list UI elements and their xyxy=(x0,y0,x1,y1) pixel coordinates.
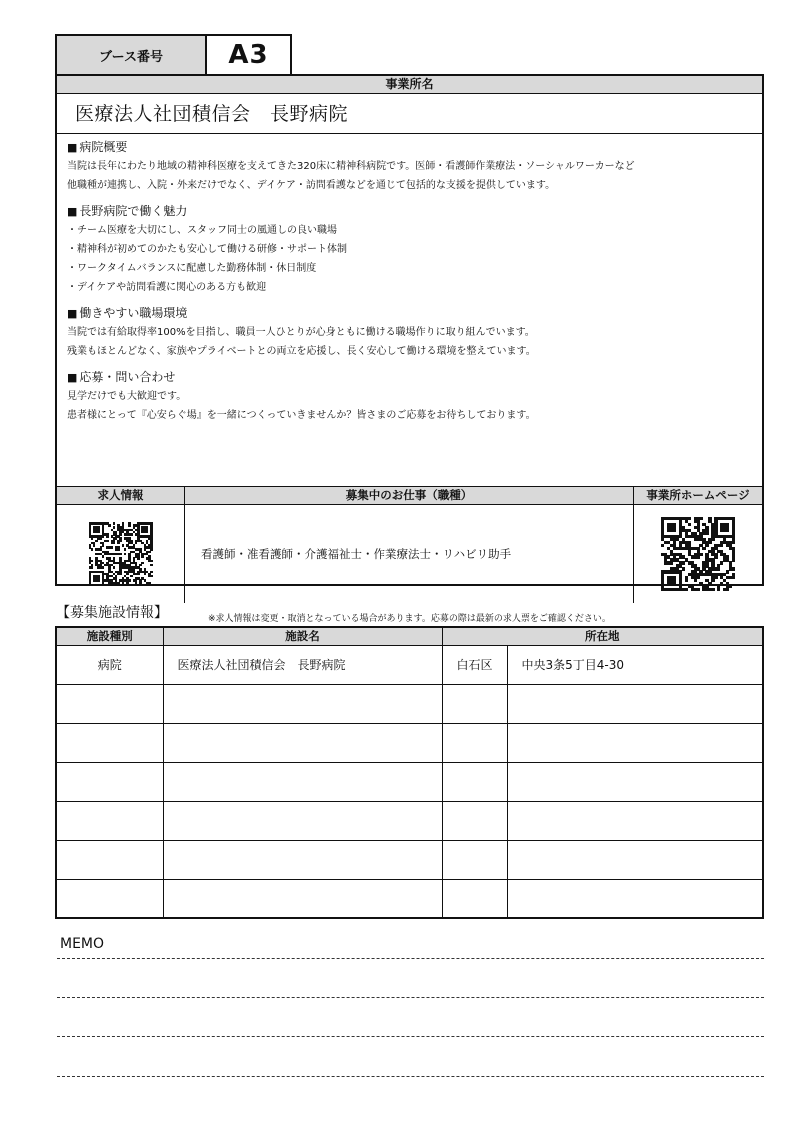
qr-module xyxy=(708,582,711,585)
qr-module xyxy=(670,561,673,564)
table-row xyxy=(56,801,763,840)
qr-module xyxy=(720,582,723,585)
facility-name xyxy=(163,801,442,840)
table-row xyxy=(56,840,763,879)
qr-module xyxy=(102,544,105,547)
facility-ward xyxy=(442,879,507,918)
job-info-cell xyxy=(57,505,185,603)
qr-module xyxy=(91,548,94,551)
facilities-note: ※求人情報は変更・取消となっている場合があります。応募の際は最新の求人票をご確認ください。 xyxy=(208,614,611,624)
facility-name xyxy=(163,879,442,918)
text-line: ・デイケアや訪問看護に関心のある方も歓迎 xyxy=(67,282,267,293)
qr-module xyxy=(150,548,153,551)
facility-name xyxy=(163,762,442,801)
qr-module xyxy=(128,579,131,582)
qr-module xyxy=(673,582,676,585)
square-bullet-icon: ■ xyxy=(67,307,78,320)
qr-module xyxy=(688,523,691,526)
homepage-header: 事業所ホームページ xyxy=(646,488,750,502)
facility-address xyxy=(507,801,763,840)
facility-address xyxy=(507,723,763,762)
facility-address: 中央3条5丁目4-30 xyxy=(507,645,763,684)
facility-type: 病院 xyxy=(56,645,163,684)
qr-module xyxy=(726,588,729,591)
qr-module xyxy=(697,576,700,579)
qr-module xyxy=(102,566,105,569)
qr-module xyxy=(97,531,100,534)
facility-ward xyxy=(442,762,507,801)
facility-name xyxy=(163,723,442,762)
qr-module xyxy=(144,573,147,576)
job-info-header: 求人情報 xyxy=(57,487,185,504)
memo-line xyxy=(57,1036,764,1037)
qr-module xyxy=(150,575,153,578)
qr-module xyxy=(111,546,114,549)
bottom-header-row xyxy=(57,487,762,505)
qr-module xyxy=(117,548,120,551)
facilities-table xyxy=(55,626,764,919)
qr-module xyxy=(711,588,714,591)
qr-module xyxy=(705,532,708,535)
qr-module xyxy=(688,517,691,520)
qr-module xyxy=(100,537,103,540)
qr-module xyxy=(141,562,144,565)
section-overview xyxy=(67,139,752,195)
qr-module xyxy=(708,541,711,544)
column-header-type: 施設種別 xyxy=(56,627,163,645)
qr-module xyxy=(117,582,120,585)
section-environment xyxy=(67,305,752,361)
table-row xyxy=(56,645,763,684)
facility-name xyxy=(163,840,442,879)
qr-module xyxy=(732,567,735,570)
qr-module xyxy=(673,529,676,532)
qr-module xyxy=(729,585,732,588)
jobs-header: 募集中のお仕事（職種） xyxy=(185,487,634,504)
section-title: 長野病院で働く魅力 xyxy=(79,204,188,218)
column-header-location: 所在地 xyxy=(442,627,763,645)
qr-module xyxy=(711,538,714,541)
section-appeal xyxy=(67,203,752,297)
qr-module xyxy=(137,557,140,560)
text-line: 当院では有給取得率100%を目指し、職員一人ひとりが心身ともに働ける職場作りに取り組んでいます。 xyxy=(67,327,535,338)
memo-title: MEMO xyxy=(60,936,105,952)
facility-ward xyxy=(442,684,507,723)
section-title: 応募・問い合わせ xyxy=(79,370,176,384)
facility-type xyxy=(56,723,163,762)
qr-module xyxy=(124,548,127,551)
qr-module xyxy=(91,566,94,569)
booth-box xyxy=(55,34,292,74)
qr-module xyxy=(150,564,153,567)
facility-type xyxy=(56,762,163,801)
qr-module xyxy=(119,553,122,556)
qr-module xyxy=(135,584,138,587)
qr-module xyxy=(95,540,98,543)
qr-module xyxy=(732,541,735,544)
qr-module xyxy=(126,573,129,576)
table-row xyxy=(56,762,763,801)
memo-line xyxy=(57,1076,764,1077)
qr-module xyxy=(141,555,144,558)
qr-module xyxy=(146,584,149,587)
qr-module xyxy=(717,567,720,570)
bottom-body-row xyxy=(57,505,762,603)
booth-label: ブース番号 xyxy=(57,36,207,74)
qr-module xyxy=(726,570,729,573)
facility-name xyxy=(163,684,442,723)
qr-module xyxy=(714,576,717,579)
facility-type xyxy=(56,801,163,840)
qr-module xyxy=(91,560,94,563)
qr-module xyxy=(702,547,705,550)
facility-address xyxy=(507,684,763,723)
square-bullet-icon: ■ xyxy=(67,205,78,218)
qr-module xyxy=(102,555,105,558)
facility-type xyxy=(56,879,163,918)
table-row xyxy=(56,723,763,762)
qr-module xyxy=(130,575,133,578)
qr-module xyxy=(113,542,116,545)
text-line: 患者様にとって『心安らぐ場』を一緒につくっていきませんか？皆さまのご応募をお待ちしております。 xyxy=(67,410,536,421)
qr-module xyxy=(135,542,138,545)
qr-module xyxy=(711,579,714,582)
qr-module xyxy=(93,544,96,547)
qr-module xyxy=(699,553,702,556)
facility-address xyxy=(507,840,763,879)
qr-module xyxy=(113,566,116,569)
qr-module xyxy=(139,564,142,567)
qr-module xyxy=(685,588,688,591)
qr-module xyxy=(720,544,723,547)
qr-module xyxy=(732,558,735,561)
qr-module xyxy=(124,553,127,556)
section-title: 働きやすい職場環境 xyxy=(79,306,188,320)
qr-module xyxy=(699,517,702,520)
qr-module xyxy=(106,535,109,538)
facility-address xyxy=(507,762,763,801)
qr-module xyxy=(146,531,149,534)
qr-module xyxy=(717,588,720,591)
qr-module xyxy=(732,576,735,579)
facility-type xyxy=(56,684,163,723)
qr-module xyxy=(119,540,122,543)
qr-module xyxy=(720,561,723,564)
text-line: ・チーム医療を大切にし、スタッフ同士の風通しの良い職場 xyxy=(67,225,337,236)
table-row xyxy=(56,879,763,918)
facility-type xyxy=(56,840,163,879)
qr-module xyxy=(117,542,120,545)
facility-ward xyxy=(442,723,507,762)
qr-module xyxy=(150,560,153,563)
square-bullet-icon: ■ xyxy=(67,141,78,154)
booth-number: A3 xyxy=(228,40,269,70)
qr-module xyxy=(148,582,151,585)
qr-module xyxy=(694,579,697,582)
memo-line xyxy=(57,997,764,998)
qr-module xyxy=(137,573,140,576)
memo-line xyxy=(57,958,764,959)
qr-module xyxy=(113,526,116,529)
table-row xyxy=(56,684,763,723)
facility-ward: 白石区 xyxy=(442,645,507,684)
qr-module xyxy=(697,588,700,591)
office-name-header: 事業所名 xyxy=(57,76,762,94)
qr-module xyxy=(130,533,133,536)
qr-module xyxy=(113,522,116,525)
qr-module xyxy=(104,584,107,587)
qr-module xyxy=(119,573,122,576)
qr-module xyxy=(661,544,664,547)
office-description xyxy=(57,134,762,487)
qr-module xyxy=(682,567,685,570)
qr-module xyxy=(714,555,717,558)
jobs-list: 看護師・准看護師・介護福祉士・作業療法士・リハビリ助手 xyxy=(185,505,634,603)
qr-module xyxy=(108,584,111,587)
qr-module xyxy=(726,529,729,532)
text-line: 見学だけでも大歓迎です。 xyxy=(67,391,187,402)
qr-module xyxy=(106,540,109,543)
qr-module xyxy=(128,524,131,527)
text-line: 他職種が連携し、入院・外来だけでなく、デイケア・訪問看護などを通じて包括的な支援を提供しています。 xyxy=(67,180,556,191)
qr-module xyxy=(102,535,105,538)
qr-module xyxy=(119,533,122,536)
qr-module xyxy=(108,524,111,527)
qr-module xyxy=(150,571,153,574)
homepage-cell xyxy=(634,505,762,603)
office-info-box xyxy=(55,74,764,586)
homepage-qr-code-icon[interactable] xyxy=(661,517,735,591)
section-title: 病院概要 xyxy=(79,140,128,154)
square-bullet-icon: ■ xyxy=(67,371,78,384)
facilities-title: 【募集施設情報】 xyxy=(56,605,168,621)
facility-name: 医療法人社団積信会 長野病院 xyxy=(163,645,442,684)
qr-module xyxy=(705,544,708,547)
qr-module xyxy=(91,537,94,540)
qr-module xyxy=(148,551,151,554)
facility-address xyxy=(507,879,763,918)
qr-module xyxy=(697,555,700,558)
text-line: 当院は長年にわたり地域の精神科医療を支えてきた320床に精神科病院です。医師・看護師作業療法・ソーシャルワーカーなど xyxy=(67,161,635,172)
column-header-name: 施設名 xyxy=(163,627,442,645)
section-contact xyxy=(67,369,752,425)
facility-ward xyxy=(442,840,507,879)
office-name: 医療法人社団積信会 長野病院 xyxy=(57,94,762,134)
qr-module xyxy=(122,544,125,547)
text-line: ・ワークタイムバランスに配慮した勤務体制・休日制度 xyxy=(67,263,317,274)
qr-module xyxy=(685,579,688,582)
text-line: ・精神科が初めてのかたも安心して働ける研修・サポート体制 xyxy=(67,244,347,255)
text-line: 残業もほとんどなく、家族やプライベートとの両立を応援し、長く安心して働ける環境を整えています。 xyxy=(67,346,536,357)
qr-module xyxy=(97,579,100,582)
job-info-qr-code-icon[interactable] xyxy=(89,522,153,586)
facility-ward xyxy=(442,801,507,840)
qr-module xyxy=(682,561,685,564)
